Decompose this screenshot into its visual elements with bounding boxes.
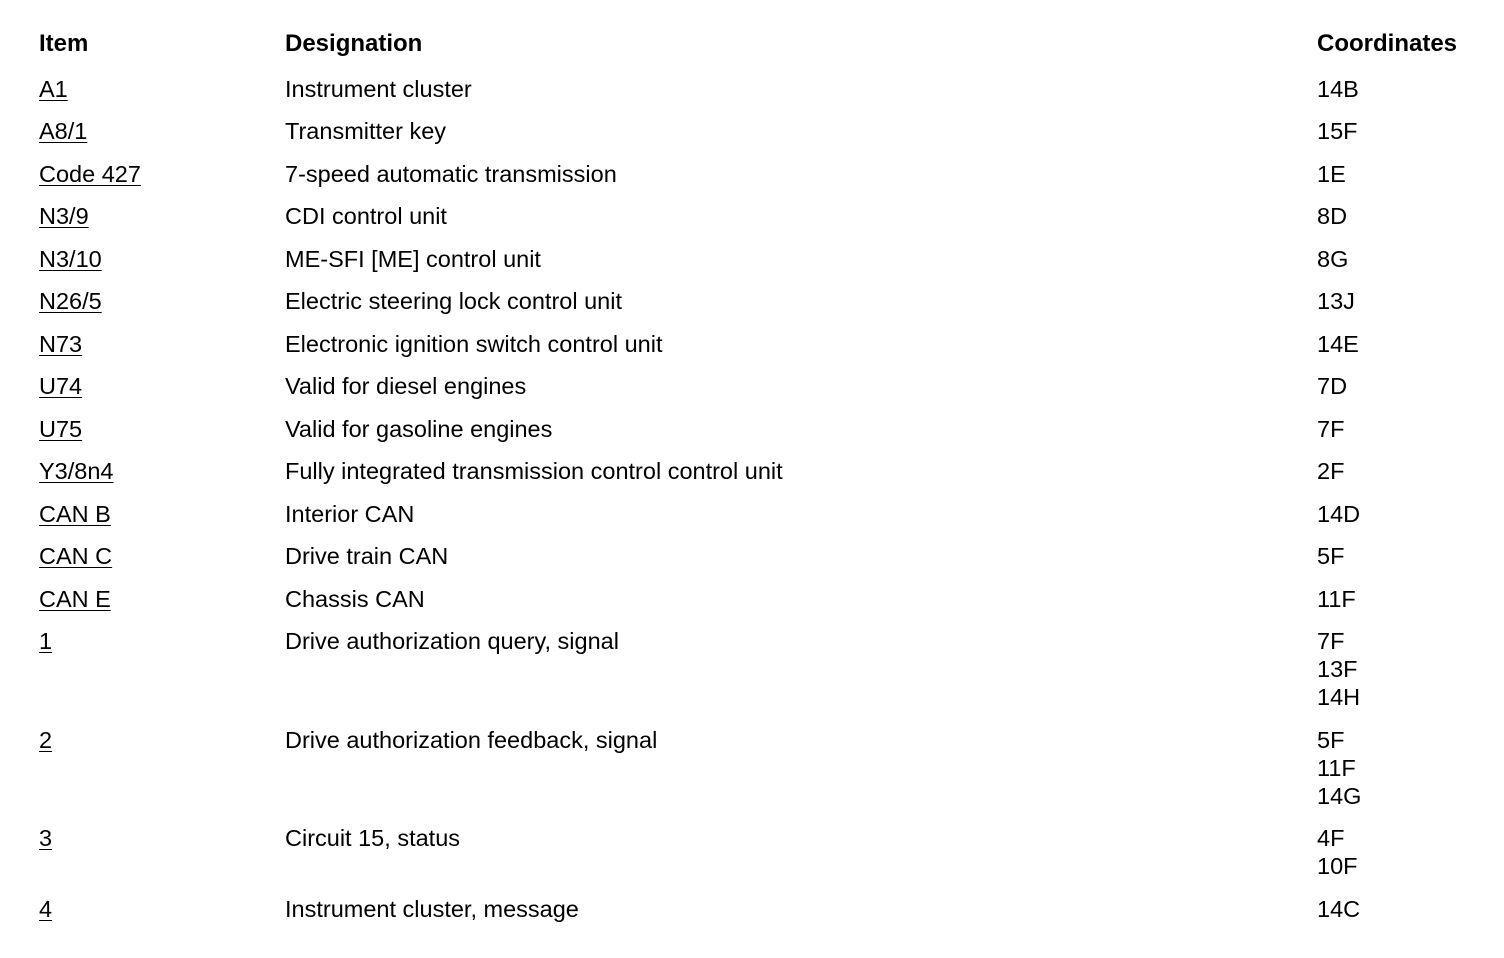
coordinate-value: 14C xyxy=(1317,895,1361,922)
coordinates-cell xyxy=(1317,230,1479,273)
header-designation: Designation xyxy=(285,30,423,57)
designation-cell: 7-speed automatic transmission xyxy=(285,160,617,187)
coordinates-cell xyxy=(1317,273,1479,316)
coordinates-cell xyxy=(1317,60,1479,103)
item-link[interactable]: N73 xyxy=(39,330,83,357)
coordinate-value: 11F xyxy=(1317,585,1356,612)
designation-cell: Valid for gasoline engines xyxy=(285,415,553,442)
coordinates-cell xyxy=(1317,485,1479,528)
coordinate-value: 1E xyxy=(1317,160,1346,187)
item-cell xyxy=(39,103,285,146)
table-row xyxy=(39,273,1479,316)
legend-table xyxy=(39,28,1479,923)
table-row xyxy=(39,145,1479,188)
coordinate-value: 7F xyxy=(1317,415,1345,442)
table-row xyxy=(39,443,1479,486)
table-row xyxy=(39,60,1479,103)
designation-cell: Transmitter key xyxy=(285,118,447,144)
table-row xyxy=(39,880,1479,923)
coordinates-cell xyxy=(1317,103,1479,146)
item-cell xyxy=(39,315,285,358)
item-link[interactable]: N26/5 xyxy=(39,288,102,314)
coordinates-cell xyxy=(1317,613,1479,712)
coordinate-value: 11F xyxy=(1317,754,1356,781)
item-link[interactable]: A8/1 xyxy=(39,118,88,144)
table-row xyxy=(39,230,1479,273)
coordinates-cell xyxy=(1317,188,1479,231)
coordinate-value: 8D xyxy=(1317,203,1348,229)
coordinates-cell xyxy=(1317,315,1479,358)
item-link[interactable]: 4 xyxy=(39,895,53,922)
designation-cell: ME-SFI [ME] control unit xyxy=(285,245,541,272)
coordinate-value: 2F xyxy=(1317,458,1345,484)
item-cell xyxy=(39,711,285,810)
item-cell xyxy=(39,358,285,401)
coordinate-value: 7D xyxy=(1317,373,1348,399)
item-cell xyxy=(39,230,285,273)
header-row xyxy=(39,28,1479,60)
coordinates-cell xyxy=(1317,358,1479,401)
coordinate-value: 13F xyxy=(1317,656,1358,682)
table-row xyxy=(39,613,1479,712)
designation-cell: Fully integrated transmission control control unit xyxy=(285,458,783,484)
item-cell xyxy=(39,188,285,231)
table-row xyxy=(39,570,1479,613)
designation-cell: Instrument cluster, message xyxy=(285,895,579,922)
coordinate-value: 13J xyxy=(1317,288,1355,314)
item-cell xyxy=(39,485,285,528)
coordinate-value: 14G xyxy=(1317,782,1362,809)
coordinate-value: 5F xyxy=(1317,543,1345,569)
designation-cell: Electric steering lock control unit xyxy=(285,288,622,314)
coordinate-value: 15F xyxy=(1317,118,1358,144)
item-link[interactable]: 2 xyxy=(39,726,53,753)
item-link[interactable]: U75 xyxy=(39,415,83,442)
coordinate-value: 4F xyxy=(1317,825,1345,851)
designation-cell: Circuit 15, status xyxy=(285,825,461,851)
table-row xyxy=(39,400,1479,443)
item-cell xyxy=(39,60,285,103)
coordinate-value: 14H xyxy=(1317,684,1361,710)
designation-cell: CDI control unit xyxy=(285,203,447,229)
item-link[interactable]: CAN E xyxy=(39,585,111,612)
table-row xyxy=(39,188,1479,231)
item-cell xyxy=(39,400,285,443)
item-cell xyxy=(39,570,285,613)
designation-cell: Drive authorization query, signal xyxy=(285,628,619,654)
designation-cell: Instrument cluster xyxy=(285,75,472,102)
table-row xyxy=(39,711,1479,810)
coordinate-value: 14B xyxy=(1317,75,1359,102)
item-cell xyxy=(39,528,285,571)
coordinate-value: 10F xyxy=(1317,853,1358,879)
coordinates-cell xyxy=(1317,880,1479,923)
coordinate-value: 14E xyxy=(1317,330,1359,357)
designation-cell: Drive train CAN xyxy=(285,543,449,569)
item-link[interactable]: CAN B xyxy=(39,500,111,527)
item-link[interactable]: 1 xyxy=(39,628,53,654)
table-row xyxy=(39,103,1479,146)
item-link[interactable]: U74 xyxy=(39,373,83,399)
designation-cell: Electronic ignition switch control unit xyxy=(285,330,663,357)
designation-cell: Chassis CAN xyxy=(285,585,425,612)
item-cell xyxy=(39,443,285,486)
item-cell xyxy=(39,613,285,712)
table-row xyxy=(39,485,1479,528)
designation-cell: Valid for diesel engines xyxy=(285,373,527,399)
designation-cell: Interior CAN xyxy=(285,500,415,527)
coordinates-cell xyxy=(1317,528,1479,571)
coordinate-value: 5F xyxy=(1317,726,1345,753)
coordinates-cell xyxy=(1317,400,1479,443)
item-link[interactable]: A1 xyxy=(39,75,68,102)
table-row xyxy=(39,528,1479,571)
item-cell xyxy=(39,273,285,316)
item-cell xyxy=(39,810,285,881)
table-row xyxy=(39,810,1479,881)
coordinates-cell xyxy=(1317,145,1479,188)
item-cell xyxy=(39,880,285,923)
item-link[interactable]: Code 427 xyxy=(39,160,141,187)
coordinates-cell xyxy=(1317,711,1479,810)
table-row xyxy=(39,358,1479,401)
item-cell xyxy=(39,145,285,188)
item-link[interactable]: N3/9 xyxy=(39,203,89,229)
item-link[interactable]: N3/10 xyxy=(39,245,102,272)
coordinates-cell xyxy=(1317,810,1479,881)
header-coordinates: Coordinates xyxy=(1317,30,1458,57)
coordinates-cell xyxy=(1317,570,1479,613)
coordinate-value: 7F xyxy=(1317,628,1345,654)
table-row xyxy=(39,315,1479,358)
item-link[interactable]: 3 xyxy=(39,825,53,851)
legend-table-body xyxy=(39,60,1479,923)
coordinates-cell xyxy=(1317,443,1479,486)
item-link[interactable]: CAN C xyxy=(39,543,113,569)
designation-cell: Drive authorization feedback, signal xyxy=(285,726,658,753)
header-item: Item xyxy=(39,30,89,57)
coordinate-value: 8G xyxy=(1317,245,1349,272)
item-link[interactable]: Y3/8n4 xyxy=(39,458,114,484)
coordinate-value: 14D xyxy=(1317,500,1361,527)
legend-table-header xyxy=(39,28,1479,60)
